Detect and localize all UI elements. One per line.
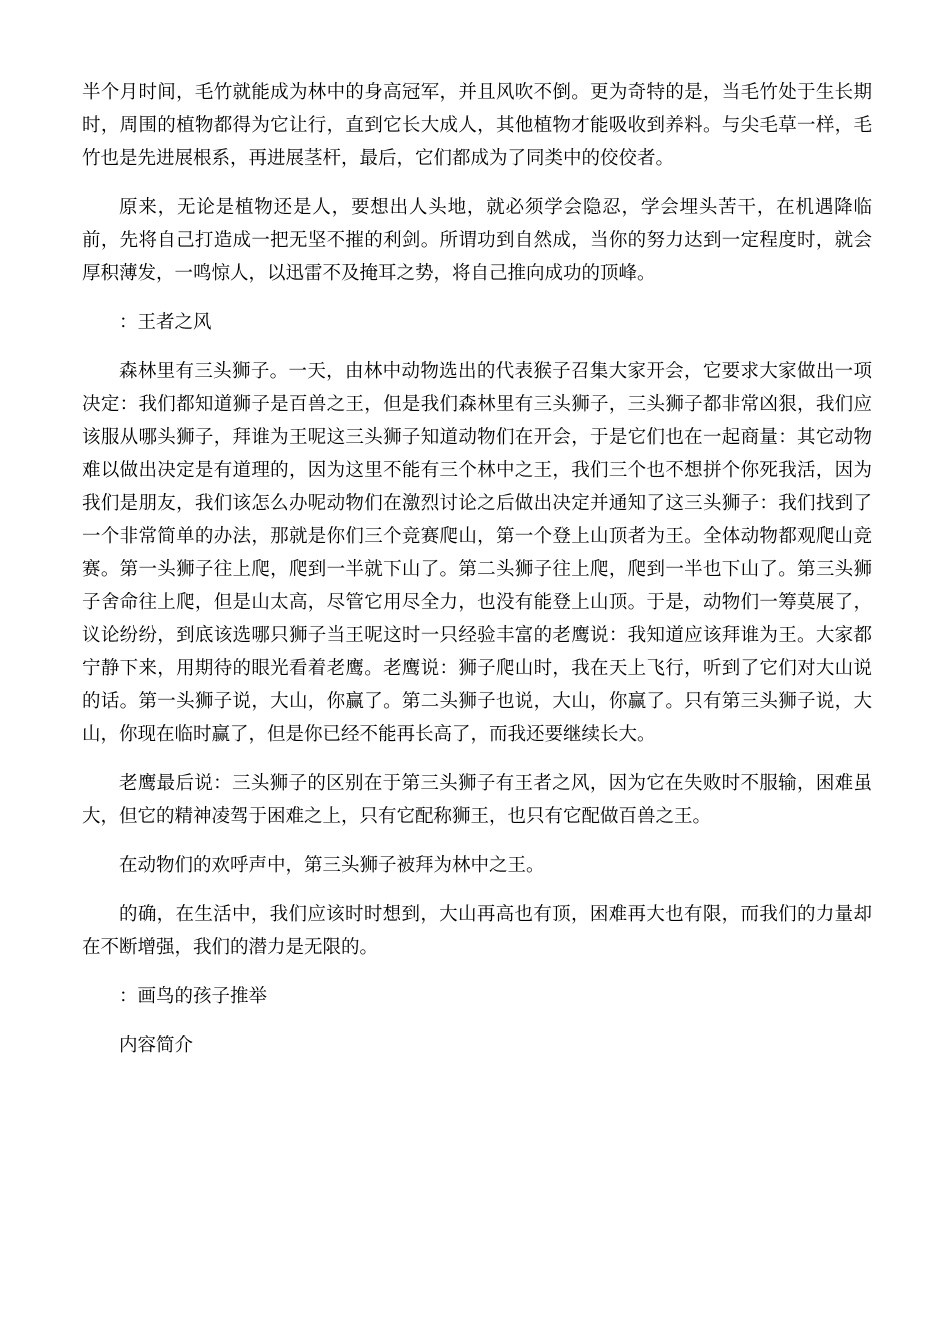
section-heading-bird-painting-child: ：画鸟的孩子推举: [119, 986, 268, 1007]
paragraph-eagle-conclusion: 老鹰最后说：三头狮子的区别在于第三头狮子有王者之风，因为它在失败时不服输，困难虽大，但它的精神凌驾于困难之上，只有它配称狮王，也只有它配做百兽之王。: [82, 773, 872, 827]
section-heading-summary: 内容简介: [119, 1035, 194, 1056]
document-body: [82, 76, 872, 1078]
paragraph-endurance-lesson: 原来，无论是植物还是人，要想出人头地，就必须学会隐忍，学会埋头苦干，在机遇降临前，先将自己打造成一把无坚不摧的利剑。所谓功到自然成，当你的努力达到一定程度时，就会厚积薄发，一鸣惊人，以迅雷不及掩耳之势，将自己推向成功的顶峰。: [82, 197, 872, 284]
paragraph-three-lions-story: 森林里有三头狮子。一天，由林中动物选出的代表猴子召集大家开会，它要求大家做出一项决定：我们都知道狮子是百兽之王，但是我们森林里有三头狮子，三头狮子都非常凶狠，我们应该服从哪头狮子，拜谁为王呢这三头狮子知道动物们在开会，于是它们也在一起商量：其它动物难以做出决定是有道理的，因为这里不能有三个林中之王，我们三个也不想拼个你死我活，因为我们是朋友，我们该怎么办呢动物们在激烈讨论之后做出决定并通知了这三头狮子：我们找到了一个非常简单的办法，那就是你们三个竞赛爬山，第一个登上山顶者为王。全体动物都观爬山竞赛。第一头狮子往上爬，爬到一半就下山了。第二头狮子往上爬，爬到一半也下山了。第三头狮子舍命往上爬，但是山太高，尽管它用尽全力，也没有能登上山顶。于是，动物们一筹莫展了，议论纷纷，到底该选哪只狮子当王呢这时一只经验丰富的老鹰说：我知道应该拜谁为王。大家都宁静下来，用期待的眼光看着老鹰。老鹰说：狮子爬山时，我在天上飞行，听到了它们对大山说的话。第一头狮子说，大山，你赢了。第二头狮子也说，大山，你赢了。只有第三头狮子说，大山，你现在临时赢了，但是你已经不能再长高了，而我还要继续长大。: [82, 361, 872, 745]
paragraph-bamboo-growth: 半个月时间，毛竹就能成为林中的身高冠军，并且风吹不倒。更为奇特的是，当毛竹处于生长期时，周围的植物都得为它让行，直到它长大成人，其他植物才能吸收到养料。与尖毛草一样，毛竹也是先进展根系，再进展茎杆，最后，它们都成为了同类中的佼佼者。: [82, 82, 872, 169]
paragraph-lion-crowned: 在动物们的欢呼声中，第三头狮子被拜为林中之王。: [119, 855, 545, 876]
section-heading-kingly-spirit: ：王者之风: [119, 312, 212, 333]
paragraph-moral: 的确，在生活中，我们应该时时想到，大山再高也有顶，困难再大也有限，而我们的力量却在不断增强，我们的潜力是无限的。: [82, 904, 872, 958]
